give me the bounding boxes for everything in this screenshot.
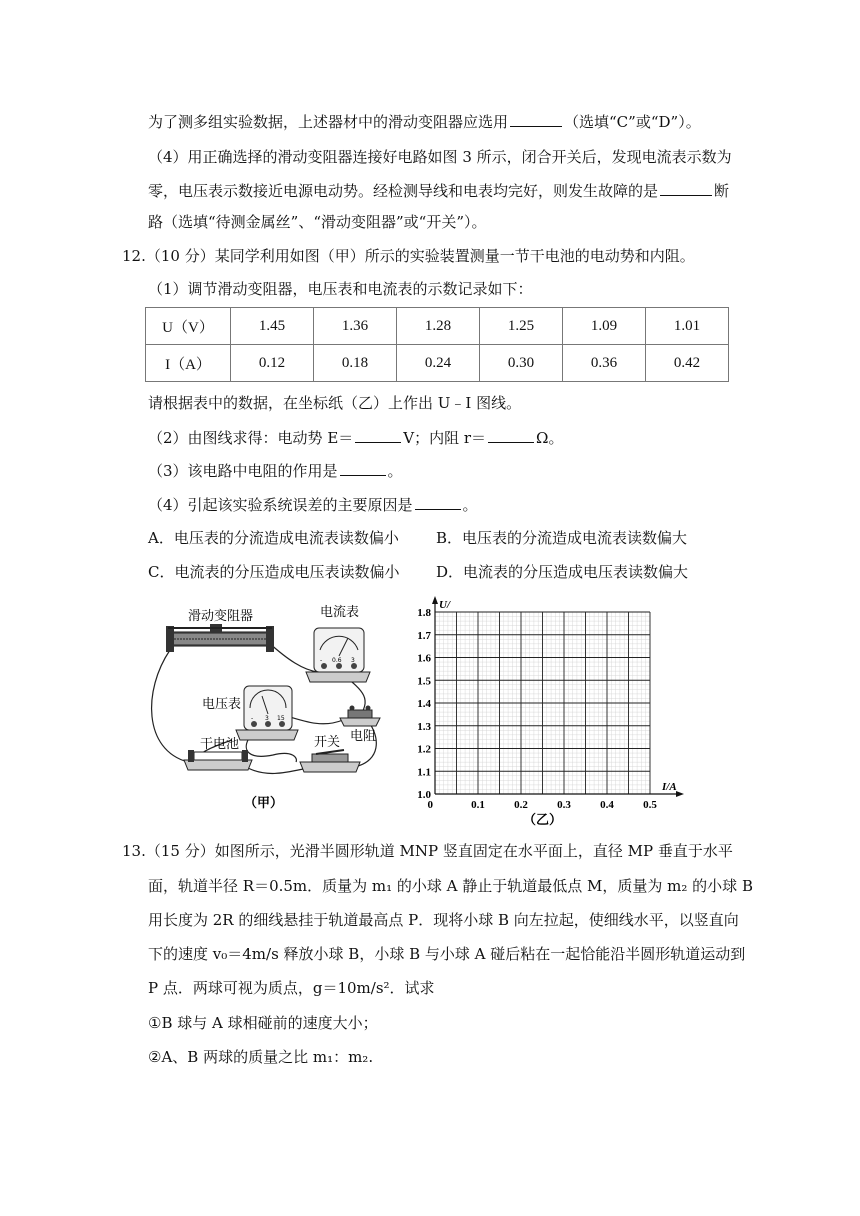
y-tick-label: 1.2 bbox=[417, 743, 431, 756]
y-tick-label: 1.8 bbox=[417, 607, 431, 619]
battery bbox=[184, 750, 252, 770]
option-a[interactable]: A．电压表的分流造成电流表读数偏小 bbox=[148, 529, 399, 547]
x-tick-label: 0.5 bbox=[643, 799, 657, 811]
y-tick-label: 1.7 bbox=[417, 629, 431, 642]
y-axis-label: U/ bbox=[439, 599, 450, 611]
battery-label: 干电池 bbox=[200, 737, 240, 752]
q12-after-table: 请根据表中的数据，在坐标纸（乙）上作出 U﹣I 图线。 bbox=[148, 394, 522, 412]
q13-line-1: 13.（15 分）如图所示，光滑半圆形轨道 MNP 竖直固定在水平面上，直径 MP 垂直于水平 bbox=[122, 842, 733, 860]
option-c[interactable]: C．电流表的分压造成电压表读数偏小 bbox=[148, 563, 400, 581]
resistor bbox=[340, 706, 380, 727]
q11-line-3: 零，电压表示数接近电源电动势。经检测导线和电表均完好，则发生故障的是 断 bbox=[148, 182, 730, 200]
voltmeter-terminal-label: 15 bbox=[277, 715, 285, 722]
q13-sub-1: ①B 球与 A 球相碰前的速度大小； bbox=[148, 1014, 378, 1032]
switch bbox=[300, 750, 360, 772]
voltmeter-terminal-label: 3 bbox=[265, 715, 269, 722]
y-axis-arrow bbox=[432, 596, 438, 604]
rheostat bbox=[166, 624, 274, 652]
x-tick-label: 0.1 bbox=[471, 799, 485, 811]
switch-label: 开关 bbox=[314, 735, 341, 750]
option-d[interactable]: D．电流表的分压造成电压表读数偏大 bbox=[436, 563, 689, 581]
u-i-coordinate-grid bbox=[405, 596, 695, 828]
ammeter-terminal-label: 0.6 bbox=[332, 657, 342, 664]
ammeter bbox=[306, 628, 370, 682]
q13-line-3: 用长度为 2R 的细线悬挂于轨道最高点 P．现将小球 B 向左拉起，使细线水平，以竖直向 bbox=[148, 911, 739, 929]
wire bbox=[152, 650, 188, 762]
table-cell: 1.28 bbox=[397, 308, 480, 345]
table-cell: 1.25 bbox=[480, 308, 563, 345]
table-cell: 1.36 bbox=[314, 308, 397, 345]
answer-blank[interactable] bbox=[340, 461, 386, 476]
circuit-apparatus-figure bbox=[148, 600, 403, 815]
wire bbox=[248, 768, 308, 773]
q11-line-2: （4）用正确选择的滑动变阻器连接好电路如图 3 所示，闭合开关后，发现电流表示数为 bbox=[148, 148, 732, 166]
data-table bbox=[145, 307, 729, 382]
y-tick-label: 1.1 bbox=[417, 766, 431, 779]
table-cell: 1.01 bbox=[646, 308, 729, 345]
voltmeter-terminal-label: - bbox=[251, 715, 254, 722]
x-axis-label: I/A bbox=[662, 781, 677, 793]
q11-line-4: 路（选填“待测金属丝”、“滑动变阻器”或“开关”）。 bbox=[148, 213, 487, 231]
origin-label: 0 bbox=[427, 799, 433, 811]
x-axis-arrow bbox=[676, 791, 684, 797]
q13-sub-2: ②A、B 两球的质量之比 m₁：m₂. bbox=[148, 1048, 374, 1066]
table-cell: 0.36 bbox=[563, 345, 646, 382]
answer-blank[interactable] bbox=[660, 181, 712, 196]
x-tick-labels bbox=[471, 799, 657, 811]
answer-blank[interactable] bbox=[415, 495, 461, 510]
ammeter-label: 电流表 bbox=[320, 605, 360, 620]
voltmeter-label: 电压表 bbox=[202, 697, 242, 712]
q12-part2: （2）由图线求得：电动势 E＝ V；内阻 r＝ Ω。 bbox=[148, 429, 564, 447]
q12-part1: （1）调节滑动变阻器，电压表和电流表的示数记录如下： bbox=[148, 280, 533, 298]
figure-yi-caption: （乙） bbox=[522, 813, 563, 828]
y-tick-label: 1.6 bbox=[417, 652, 431, 665]
table-cell: 1.45 bbox=[231, 308, 314, 345]
y-tick-label: 1.5 bbox=[417, 675, 431, 688]
table-cell: 0.42 bbox=[646, 345, 729, 382]
answer-blank[interactable] bbox=[510, 112, 562, 127]
x-tick-label: 0.2 bbox=[514, 799, 528, 811]
table-header-u: U（V） bbox=[146, 308, 231, 345]
table-cell: 1.09 bbox=[563, 308, 646, 345]
figure-jia-caption: （甲） bbox=[244, 796, 284, 811]
voltmeter bbox=[236, 686, 298, 740]
table-cell: 0.24 bbox=[397, 345, 480, 382]
wire bbox=[268, 642, 318, 672]
table-header-i: I（A） bbox=[146, 345, 231, 382]
table-cell: 0.18 bbox=[314, 345, 397, 382]
ammeter-terminal-label: - bbox=[320, 657, 323, 664]
y-tick-labels bbox=[417, 607, 431, 801]
y-tick-label: 1.4 bbox=[417, 698, 431, 710]
answer-blank[interactable] bbox=[355, 428, 401, 443]
option-b[interactable]: B．电压表的分流造成电流表读数偏大 bbox=[436, 529, 688, 547]
wire bbox=[246, 740, 296, 762]
q13-line-2: 面，轨道半径 R＝0.5m．质量为 m₁ 的小球 A 静止于轨道最低点 M，质量为 m₂ 的小球 B bbox=[148, 877, 753, 895]
ammeter-terminal-label: 3 bbox=[351, 657, 355, 664]
q12-part4: （4）引起该实验系统误差的主要原因是 。 bbox=[148, 496, 478, 514]
resistor-label: 电阻 bbox=[350, 729, 377, 744]
table-row bbox=[146, 345, 729, 382]
q13-line-5: P 点．两球可视为质点，g＝10m/s²．试求 bbox=[148, 979, 435, 997]
x-tick-label: 0.3 bbox=[557, 799, 571, 811]
q13-line-4: 下的速度 v₀＝4m/s 释放小球 B，小球 B 与小球 A 碰后粘在一起恰能沿半圆形轨道运动到 bbox=[148, 945, 746, 963]
y-tick-label: 1.0 bbox=[417, 789, 431, 801]
table-cell: 0.12 bbox=[231, 345, 314, 382]
table-cell: 0.30 bbox=[480, 345, 563, 382]
q12-title: 12.（10 分）某同学利用如图（甲）所示的实验装置测量一节干电池的电动势和内阻。 bbox=[122, 247, 695, 265]
rheostat-label: 滑动变阻器 bbox=[188, 609, 254, 624]
answer-blank[interactable] bbox=[488, 428, 534, 443]
q11-line-1: 为了测多组实验数据，上述器材中的滑动变阻器应选用 （选填“C”或“D”）。 bbox=[148, 113, 701, 131]
x-tick-label: 0.4 bbox=[600, 799, 614, 811]
q12-part3: （3）该电路中电阻的作用是 。 bbox=[148, 462, 403, 480]
y-tick-label: 1.3 bbox=[417, 720, 431, 733]
table-row bbox=[146, 308, 729, 345]
